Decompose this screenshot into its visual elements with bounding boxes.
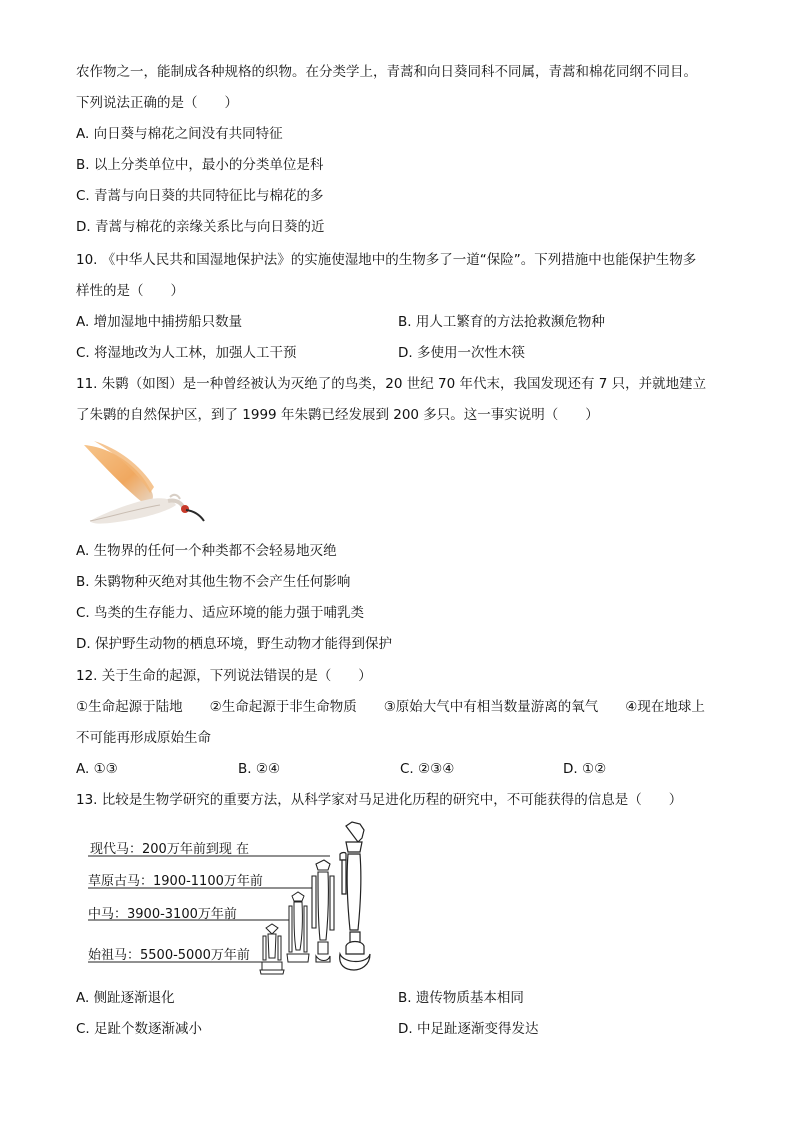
q9-option-b: B. 以上分类单位中，最小的分类单位是科 <box>76 157 324 173</box>
q9-stem: 下列说法正确的是（ ） <box>76 95 238 111</box>
crested-ibis-image <box>80 437 210 529</box>
q12-option-a: A. ①③ <box>76 761 118 777</box>
q12-option-d: D. ①② <box>563 761 607 777</box>
q12-items-1: ①生命起源于陆地 ②生命起源于非生命物质 ③原始大气中有相当数量游离的氧气 ④现在地球上 <box>76 699 705 715</box>
horse-label-merychippus: 草原古马：1900-1100万年前 <box>88 874 263 889</box>
q9-option-a: A. 向日葵与棉花之间没有共同特征 <box>76 126 283 142</box>
q11-option-d: D. 保护野生动物的栖息环境，野生动物才能得到保护 <box>76 636 392 652</box>
horse-label-modern: 现代马：200万年前到现 在 <box>90 842 249 857</box>
q9-option-c: C. 青蒿与向日葵的共同特征比与棉花的多 <box>76 188 324 204</box>
q12-option-b: B. ②④ <box>238 761 281 777</box>
q13-option-a: A. 侧趾逐渐退化 <box>76 990 175 1006</box>
horse-label-mesohippus: 中马：3900-3100万年前 <box>88 907 237 922</box>
q10-stem-2: 样性的是（ ） <box>76 283 184 299</box>
q13-option-d: D. 中足趾逐渐变得发达 <box>398 1021 539 1037</box>
q11-stem-1: 11. 朱鹮（如图）是一种曾经被认为灭绝了的鸟类，20 世纪 70 年代末，我国发现还有 7 只，并就地建立 <box>76 376 707 392</box>
q11-stem-2: 了朱鹮的自然保护区，到了 1999 年朱鹮已经发展到 200 多只。这一事实说明（ ） <box>76 407 599 423</box>
intro-line: 农作物之一，能制成各种规格的织物。在分类学上，青蒿和向日葵同科不同属，青蒿和棉花同纲不同目。 <box>76 64 697 80</box>
q12-items-2: 不可能再形成原始生命 <box>76 730 211 746</box>
q13-option-b: B. 遗传物质基本相同 <box>398 990 524 1006</box>
q10-option-c: C. 将湿地改为人工林，加强人工干预 <box>76 345 297 361</box>
q10-option-b: B. 用人工繁育的方法抢救濒危物种 <box>398 314 605 330</box>
q11-option-c: C. 鸟类的生存能力、适应环境的能力强于哺乳类 <box>76 605 365 621</box>
q13-stem: 13. 比较是生物学研究的重要方法，从科学家对马足进化历程的研究中，不可能获得的信息是（ ） <box>76 792 683 808</box>
q11-option-b: B. 朱鹮物种灭绝对其他生物不会产生任何影响 <box>76 574 351 590</box>
horse-label-eohippus: 始祖马：5500-5000万年前 <box>88 948 250 963</box>
q10-stem-1: 10. 《中华人民共和国湿地保护法》的实施使湿地中的生物多了一道“保险”。下列措施中也能保护生物多 <box>76 252 697 268</box>
q11-option-a: A. 生物界的任何一个种类都不会轻易地灭绝 <box>76 543 337 559</box>
q9-option-d: D. 青蒿与棉花的亲缘关系比与向日葵的近 <box>76 219 325 235</box>
q12-stem: 12. 关于生命的起源，下列说法错误的是（ ） <box>76 668 372 684</box>
q10-option-a: A. 增加湿地中捕捞船只数量 <box>76 314 243 330</box>
q10-option-d: D. 多使用一次性木筷 <box>398 345 525 361</box>
horse-foot-bones-diagram <box>84 820 384 980</box>
horse-evolution-figure <box>84 820 384 980</box>
q12-option-c: C. ②③④ <box>400 761 455 777</box>
q13-option-c: C. 足趾个数逐渐减小 <box>76 1021 203 1037</box>
